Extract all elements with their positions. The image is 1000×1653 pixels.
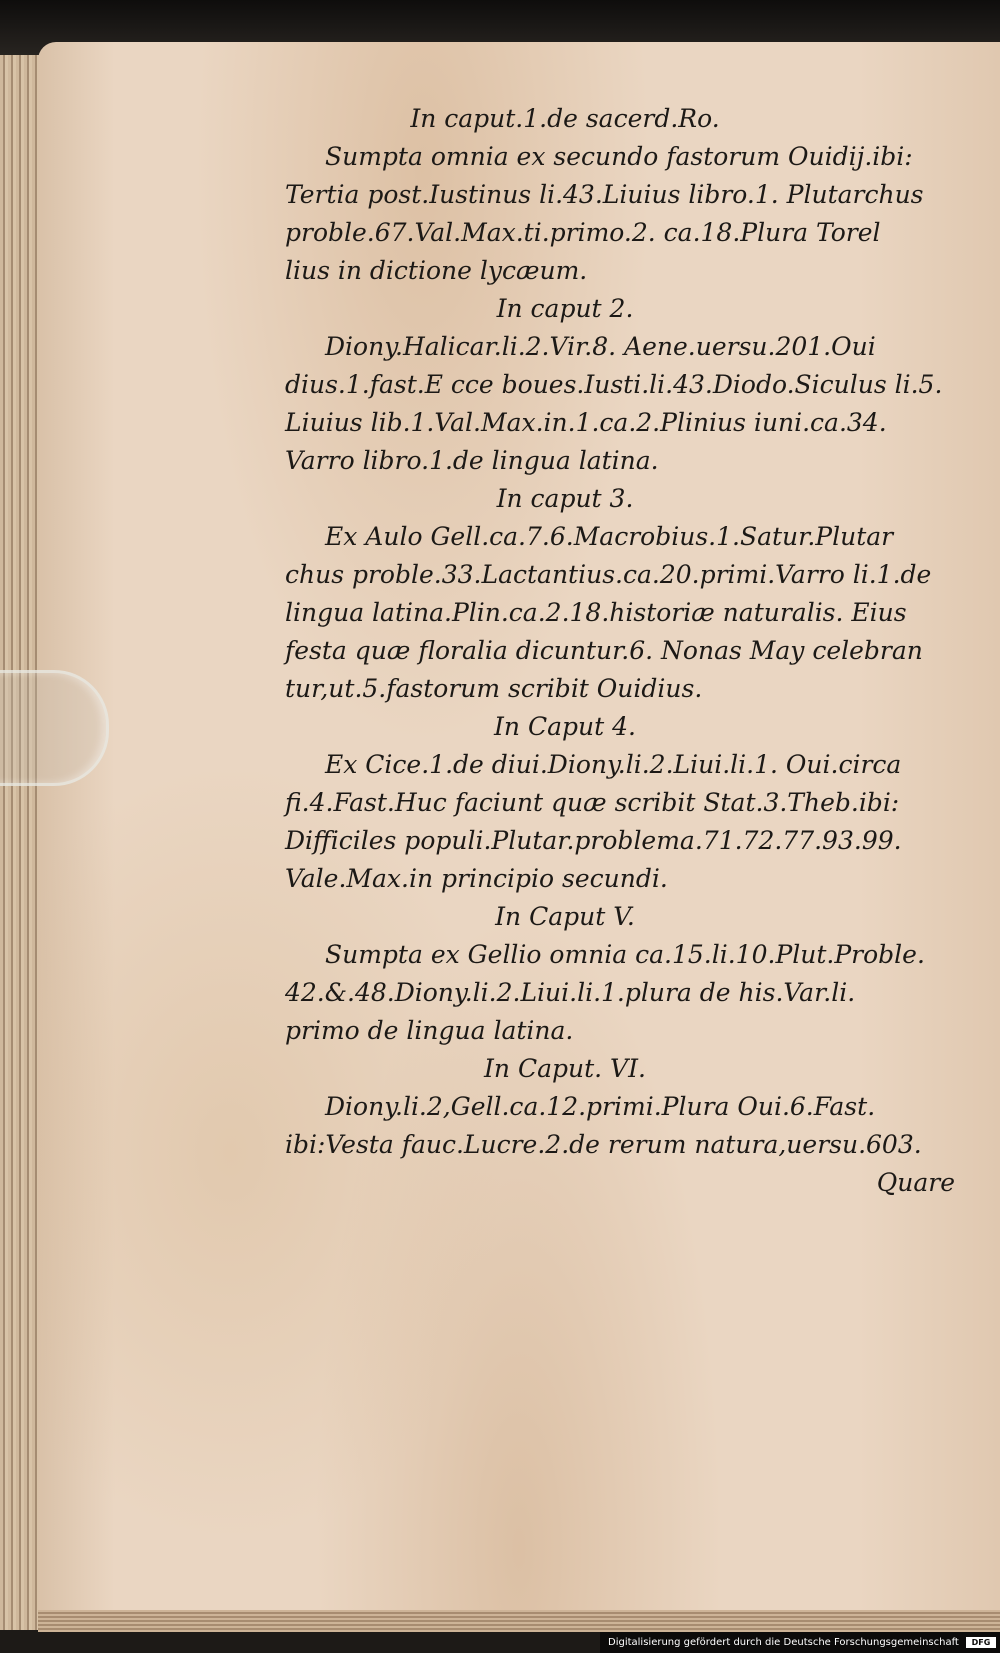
footer-credit-text: Digitalisierung gefördert durch die Deutsche Forschungsgemeinschaft — [608, 1637, 959, 1648]
text-line: lingua latina.Plin.ca.2.18.historiæ naturalis. Eius — [285, 598, 907, 627]
text-line: 42.&.48.Diony.li.2.Liui.li.1.plura de his.Var.li. — [285, 978, 856, 1007]
text-line: Difficiles populi.Plutar.problema.71.72.77.93.99. — [285, 826, 902, 855]
section-heading: In Caput V. — [495, 902, 635, 931]
book-page-bottom-edges — [38, 1610, 1000, 1632]
text-line: Tertia post.Iustinus li.43.Liuius libro.1. Plutarchus — [285, 180, 924, 209]
text-line: festa quæ floralia dicuntur.6. Nonas May celebran — [285, 636, 923, 665]
text-line: dius.1.fast.E cce boues.Iusti.li.43.Diodo.Siculus li.5. — [285, 370, 943, 399]
text-line: Diony.Halicar.li.2.Vir.8. Aene.uersu.201.Oui — [325, 332, 876, 361]
text-line: Liuius lib.1.Val.Max.in.1.ca.2.Plinius iuni.ca.34. — [285, 408, 887, 437]
section-heading: In Caput. VI. — [484, 1054, 646, 1083]
section-heading: In caput 3. — [496, 484, 634, 513]
text-line: primo de lingua latina. — [285, 1016, 574, 1045]
section-heading: In Caput 4. — [494, 712, 636, 741]
text-line: proble.67.Val.Max.ti.primo.2. ca.18.Plura Torel — [285, 218, 881, 247]
text-line: Sumpta omnia ex secundo fastorum Ouidij.ibi: — [325, 142, 913, 171]
catchword: Quare — [876, 1168, 955, 1197]
page-clip — [0, 670, 109, 786]
digitization-footer — [600, 1632, 1000, 1653]
text-line: Sumpta ex Gellio omnia ca.15.li.10.Plut.Proble. — [325, 940, 925, 969]
text-line: Vale.Max.in principio secundi. — [285, 864, 668, 893]
text-line: ibi:Vesta fauc.Lucre.2.de rerum natura,uersu.603. — [285, 1130, 922, 1159]
text-line: Ex Aulo Gell.ca.7.6.Macrobius.1.Satur.Plutar — [325, 522, 894, 551]
text-line: tur,ut.5.fastorum scribit Ouidius. — [285, 674, 703, 703]
text-line: Ex Cice.1.de diui.Diony.li.2.Liui.li.1. Oui.circa — [325, 750, 902, 779]
text-line: lius in dictione lycæum. — [285, 256, 588, 285]
text-line: chus proble.33.Lactantius.ca.20.primi.Varro li.1.de — [285, 560, 932, 589]
text-line: fi.4.Fast.Huc faciunt quæ scribit Stat.3.Theb.ibi: — [285, 788, 900, 817]
text-line: Varro libro.1.de lingua latina. — [285, 446, 659, 475]
section-heading: In caput 2. — [496, 294, 634, 323]
text-line: Diony.li.2,Gell.ca.12.primi.Plura Oui.6.Fast. — [325, 1092, 876, 1121]
dfg-logo: DFG — [966, 1637, 996, 1648]
page-text — [285, 100, 955, 1202]
section-heading: In caput.1.de sacerd.Ro. — [410, 104, 720, 133]
